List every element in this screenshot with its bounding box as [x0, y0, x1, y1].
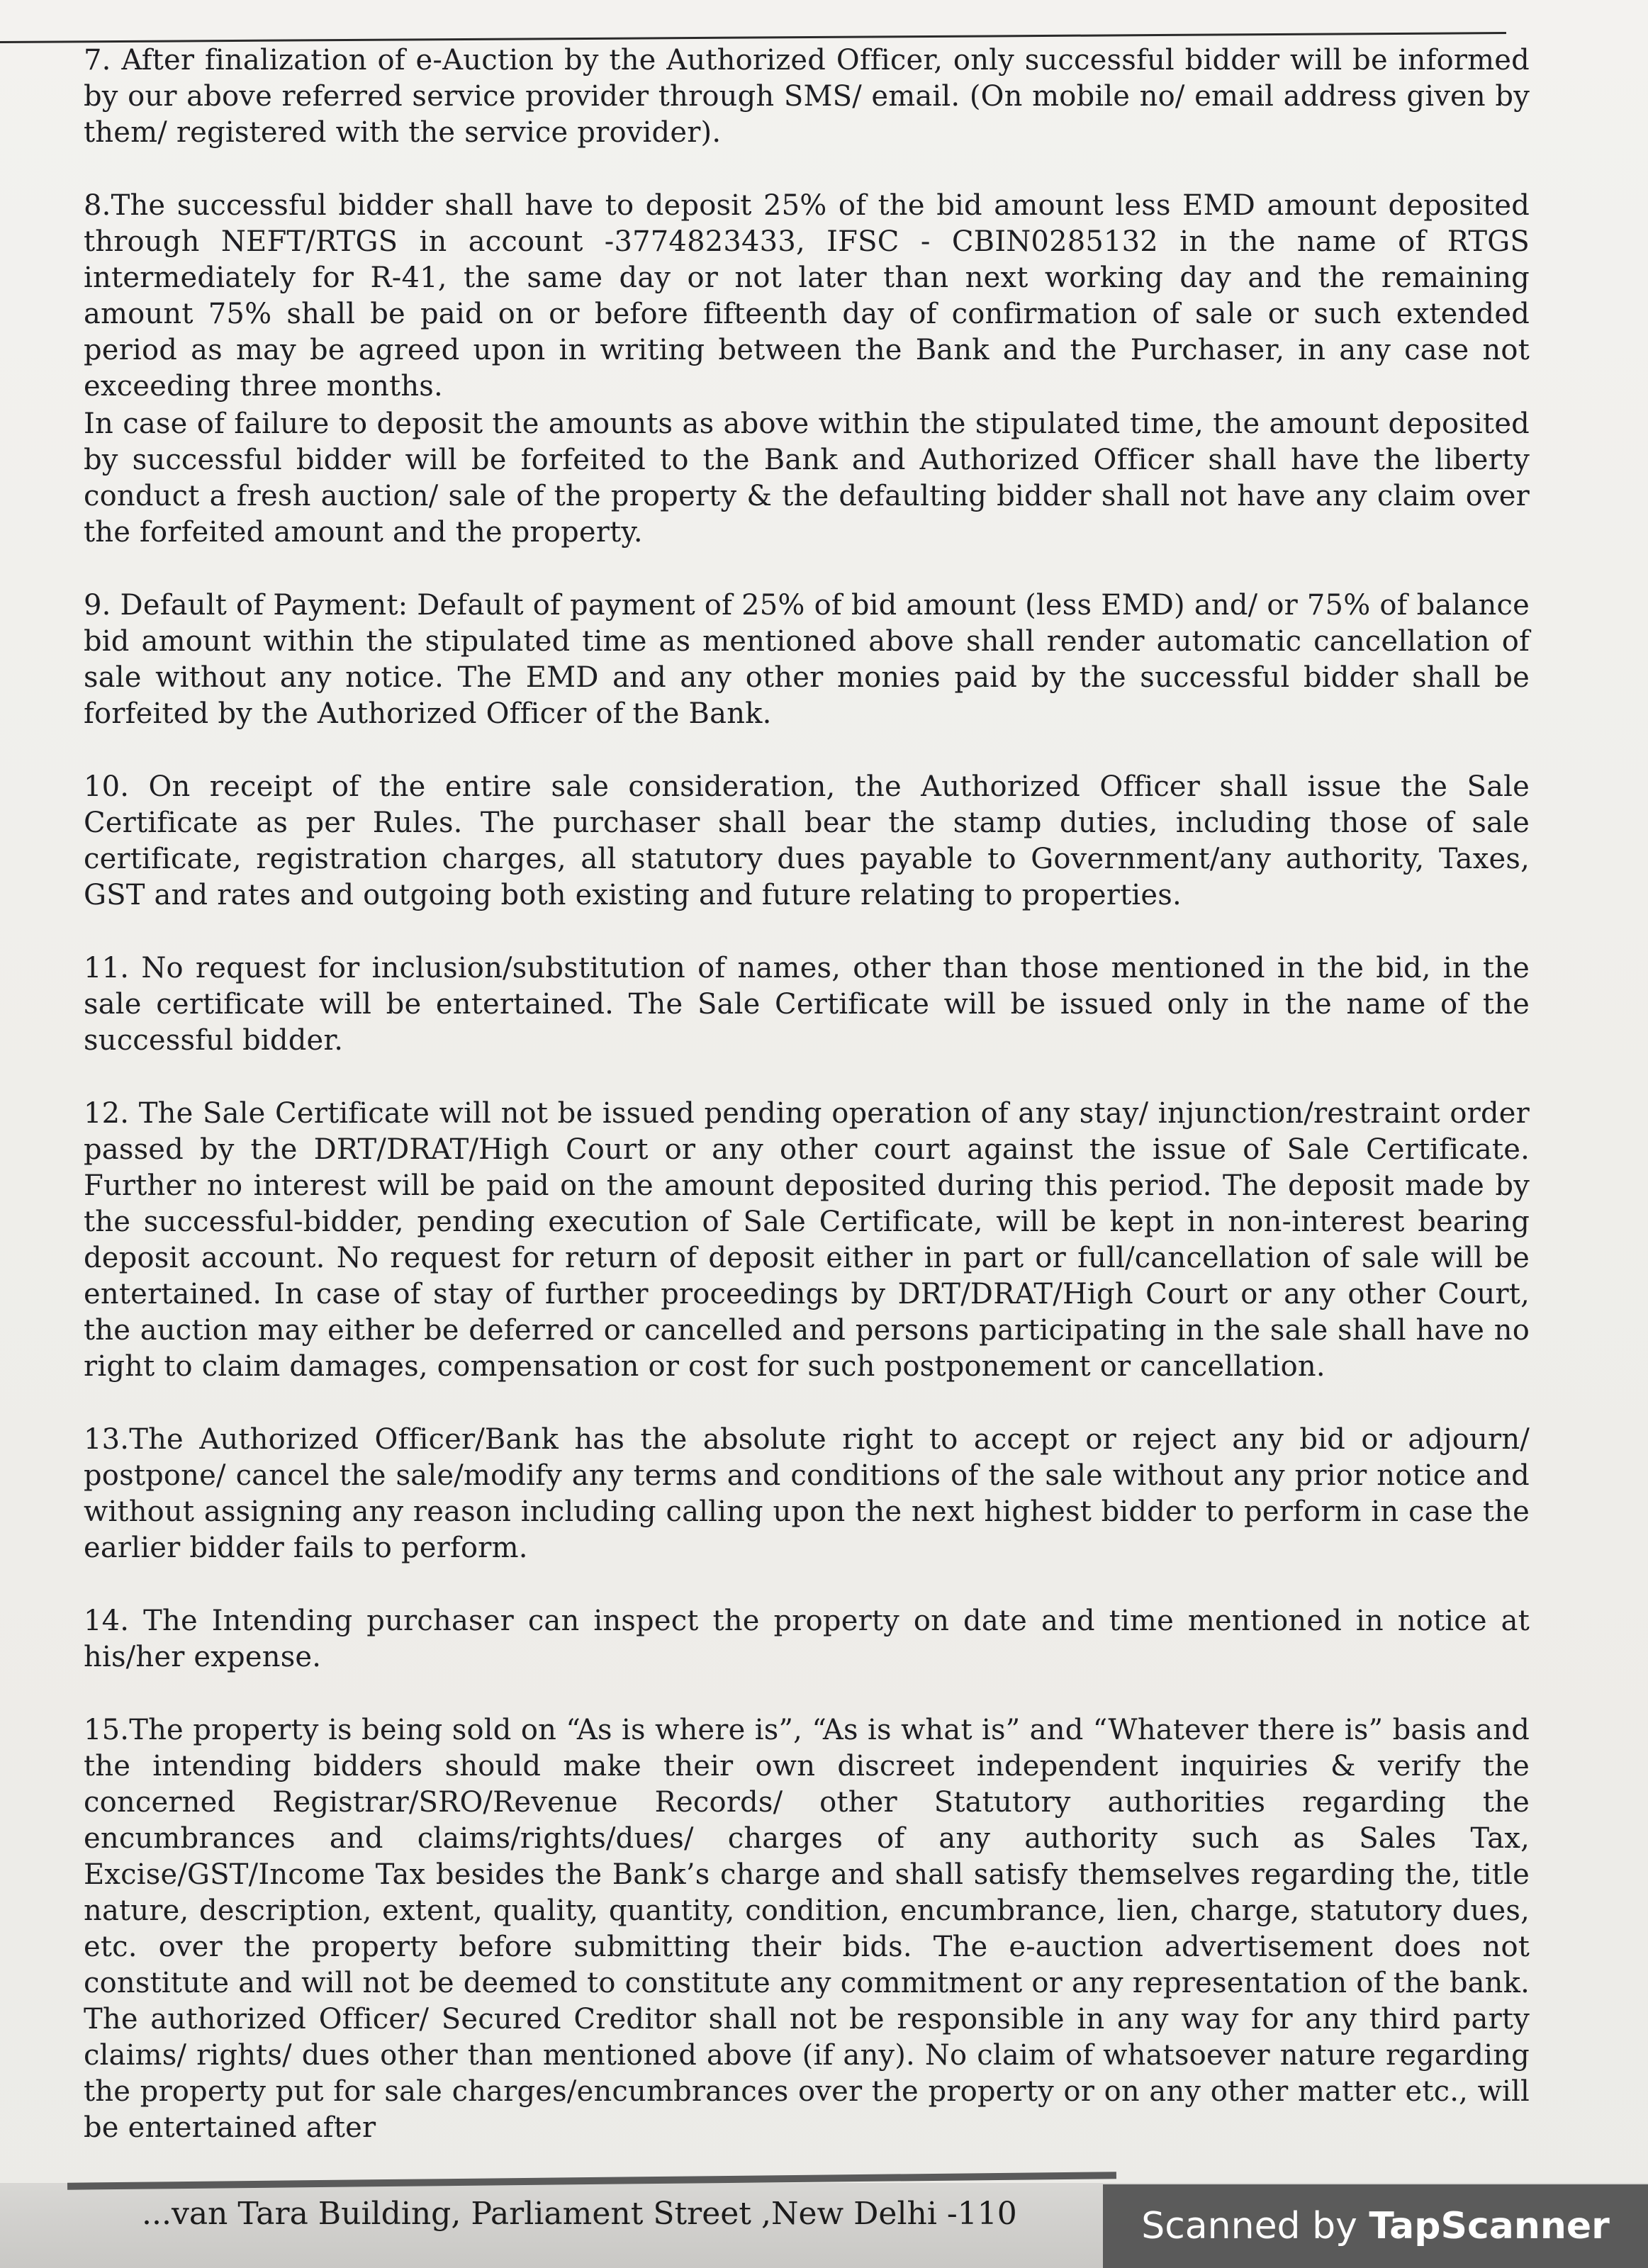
clause-7-text: 7. After finalization of e-Auction by the Authorized Officer, only successful bidder will be informed by our above referred service provider through SMS/ email. (On mobile no/ email address given by them/ registered with the service provider).: [84, 44, 1530, 149]
clause-15: [84, 1712, 1530, 2146]
clause-13-text: 13.The Authorized Officer/Bank has the absolute right to accept or reject any bid or adjourn/ postpone/ cancel the sale/modify any terms and conditions of the sale without any prior notice and without assigning any reason including calling upon the next highest bidder to perform in case the earlier bidder fails to perform.: [84, 1423, 1530, 1564]
clause-13: [84, 1422, 1530, 1566]
clause-7: [84, 43, 1530, 151]
scanner-watermark: [1103, 2184, 1648, 2268]
clause-8-continuation: In case of failure to deposit the amounts as above within the stipulated time, the amount deposited by successful bidder will be forfeited to the Bank and Authorized Officer shall have the liberty conduct a fresh auction/ sale of the property & the defaulting bidder shall not have any claim over the forfeited amount and the property.: [84, 408, 1530, 549]
clause-10-text: 10. On receipt of the entire sale consideration, the Authorized Officer shall issue the Sale Certificate as per Rules. The purchaser shall bear the stamp duties, including those of sale certificate, registration charges, all statutory dues payable to Government/any authority, Taxes, GST and rates and outgoing both existing and future relating to properties.: [84, 770, 1530, 911]
watermark-prefix: Scanned by: [1141, 2205, 1369, 2247]
clause-8: [84, 188, 1530, 551]
clause-12: [84, 1096, 1530, 1385]
clause-11: [84, 950, 1530, 1059]
clause-8-text: 8.The successful bidder shall have to deposit 25% of the bid amount less EMD amount deposited through NEFT/RTGS in account -3774823433, IFSC - CBIN0285132 in the name of RTGS intermediately for R-41, the same day or not later than next working day and the remaining amount 75% shall be paid on or before fifteenth day of confirmation of sale or such extended period as may be agreed upon in writing between the Bank and the Purchaser, in any case not exceeding three months.: [84, 189, 1530, 403]
clause-11-text: 11. No request for inclusion/substitution of names, other than those mentioned in the bid, in the sale certificate will be entertained. The Sale Certificate will be issued only in the name of the successful bidder.: [84, 952, 1530, 1057]
clause-14-text: 14. The Intending purchaser can inspect the property on date and time mentioned in notice at his/her expense.: [84, 1605, 1530, 1673]
clause-9-text: 9. Default of Payment: Default of payment of 25% of bid amount (less EMD) and/ or 75% of balance bid amount within the stipulated time as mentioned above shall render automatic cancellation of sale without any notice. The EMD and any other monies paid by the successful bidder shall be forfeited by the Authorized Officer of the Bank.: [84, 589, 1530, 730]
clause-10: [84, 769, 1530, 914]
watermark-brand: TapScanner: [1369, 2205, 1610, 2247]
clause-15-text: 15.The property is being sold on “As is where is”, “As is what is” and “Whatever there is” basis and the intending bidders should make their own discreet independent inquiries & verify the concerned Registrar/SRO/Revenue Records/ other Statutory authorities regarding the encumbrances and claims/rights/dues/ charges of any authority such as Sales Tax, Excise/GST/Income Tax besides the Bank’s charge and shall satisfy themselves regarding the, title nature, description, extent, quality, quantity, condition, encumbrance, lien, charge, statutory dues, etc. over the property before submitting their bids. The e-auction advertisement does not constitute and will not be deemed to constitute any commitment or any representation of the bank. The authorized Officer/ Secured Creditor shall not be responsible in any way for any third party claims/ rights/ dues other than mentioned above (if any). No claim of whatsoever nature regarding the property put for sale charges/encumbrances over the property or on any other matter etc., will be entertained after: [84, 1714, 1530, 2144]
clause-14: [84, 1603, 1530, 1675]
clause-9: [84, 588, 1530, 732]
footer-address: ...van Tara Building, Parliament Street ,New Delhi -110: [142, 2196, 1017, 2232]
clause-12-text: 12. The Sale Certificate will not be issued pending operation of any stay/ injunction/restraint order passed by the DRT/DRAT/High Court or any other court against the issue of Sale Certificate. Further no interest will be paid on the amount deposited during this period. The deposit made by the successful-bidder, pending execution of Sale Certificate, will be kept in non-interest bearing deposit account. No request for return of deposit either in part or full/cancellation of sale will be entertained. In case of stay of further proceedings by DRT/DRAT/High Court or any other Court, the auction may either be deferred or cancelled and persons participating in the sale shall have no right to claim damages, compensation or cost for such postponement or cancellation.: [84, 1097, 1530, 1383]
top-rule: [0, 32, 1506, 43]
clause-list: [84, 43, 1530, 2183]
